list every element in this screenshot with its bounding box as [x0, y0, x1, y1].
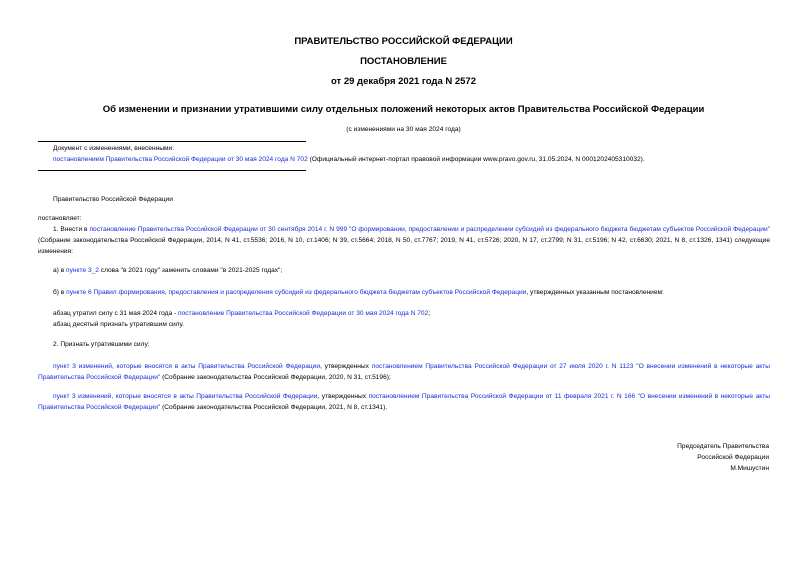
- bottom-divider: [38, 170, 306, 171]
- paragraph-1-lead: 1. Внести в: [53, 226, 90, 233]
- subparagraph-a: [38, 265, 770, 276]
- changes-box: [53, 143, 769, 165]
- subparagraph-b-lead: б) в: [53, 289, 67, 296]
- resolution-999-link[interactable]: постановление Правительства Российской Федерации от 30 сентября 2014 г. N 999 "О формировании, предоставлении и распределении субсидий из федерального бюджета бюджетам субъектов Российской Федерации": [89, 226, 770, 233]
- amendment-note: (с изменениями на 30 мая 2024 года): [346, 126, 461, 133]
- subparagraph-b: [38, 287, 770, 298]
- repealed-note-lead: абзац утратил силу с 31 мая 2024 года -: [53, 310, 178, 317]
- paragraph-1: [38, 224, 770, 257]
- publication-source: (Официальный интернет-портал правовой информации www.pravo.gov.ru, 31.05.2024, N 0001202405310032).: [307, 156, 645, 163]
- document-date-number: от 29 декабря 2021 года N 2572: [330, 76, 476, 87]
- repealed-item-1: [38, 361, 770, 383]
- repealed-item-1-link-a[interactable]: пункт 3 изменений, которые вносятся в акты Правительства Российской Федерации: [53, 363, 321, 370]
- issuing-authority: ПРАВИТЕЛЬСТВО РОССИЙСКОЙ ФЕДЕРАЦИИ: [294, 36, 513, 47]
- document-type: ПОСТАНОВЛЕНИЕ: [360, 56, 447, 67]
- issuer: Правительство Российской Федерации: [53, 196, 173, 203]
- resolution-166-link[interactable]: постановлением Правительства Российской Федерации от 11 февраля 2021 г. N 166 "О внесении изменений в некоторые акты Правительства Российской Федерации": [38, 393, 770, 411]
- repealed-paragraph-note: [38, 308, 770, 319]
- changes-label: Документ с изменениями, внесенными:: [53, 145, 175, 152]
- repealed-item-2-mid: , утвержденных: [317, 393, 369, 400]
- repealed-item-2: [38, 391, 770, 413]
- subparagraph-a-lead: а) в: [53, 267, 67, 274]
- signatory-name: М.Мишустин: [730, 465, 769, 472]
- paragraph-1-tail: (Собрание законодательства Российской Федерации, 2014, N 41, ст.5536; 2016, N 10, ст.1406; N 39, ст.5664; 2018, N 50, ст.7767; 2019, N 41, ст.5726; 2020, N 17, ст.2799; N 31, ст.5196; N 42, ст.6630; 2021, N 8, ст.1326, 1341) следующие изменения:: [38, 237, 770, 255]
- subparagraph-b-tail: , утвержденных указанным постановлением:: [526, 289, 664, 296]
- signature-block: [677, 441, 769, 474]
- repealed-item-2-tail: (Собрание законодательства Российской Федерации, 2021, N 8, ст.1341).: [160, 404, 388, 411]
- point-6-rules-link[interactable]: пункте 6 Правил формирования, предоставления и распределения субсидий из федерального бюджета бюджетам субъектов Российской Федерации: [66, 289, 527, 296]
- top-divider: [38, 141, 306, 142]
- repealed-item-1-mid: , утвержденных: [320, 363, 372, 370]
- resolution-1123-link[interactable]: постановлением Правительства Российской Федерации от 27 июля 2020 г. N 1123 "О внесении изменений в некоторые акты Правительства Российской Федерации": [38, 363, 770, 381]
- point-3-2-link[interactable]: пункте 3_2: [66, 267, 99, 274]
- repealed-item-2-link-a[interactable]: пункт 3 изменений, которые вносятся в акты Правительства Российской Федерации: [53, 393, 318, 400]
- paragraph-2: 2. Признать утратившими силу:: [53, 341, 150, 348]
- decrees-word: постановляет:: [38, 215, 82, 222]
- resolution-702-link[interactable]: постановление Правительства Российской Федерации от 30 мая 2024 года N 702: [178, 310, 429, 317]
- signatory-title-line2: Российской Федерации: [697, 454, 769, 461]
- repealed-item-1-tail: (Собрание законодательства Российской Федерации, 2020, N 31, ст.5196);: [160, 374, 391, 381]
- signatory-title-line1: Председатель Правительства: [677, 443, 769, 450]
- repealed-note-tail: ;: [428, 310, 431, 317]
- subparagraph-a-tail: слова "в 2021 году" заменить словами "в 2021-2025 годах";: [98, 267, 283, 274]
- document-title: Об изменении и признании утратившими силу отдельных положений некоторых актов Правительства Российской Федерации: [102, 104, 705, 115]
- changes-source-line: [53, 154, 769, 165]
- paragraph-ten-repealed: абзац десятый признать утратившим силу.: [53, 321, 184, 328]
- amending-act-link[interactable]: постановлением Правительства Российской Федерации от 30 мая 2024 года N 702: [53, 156, 308, 163]
